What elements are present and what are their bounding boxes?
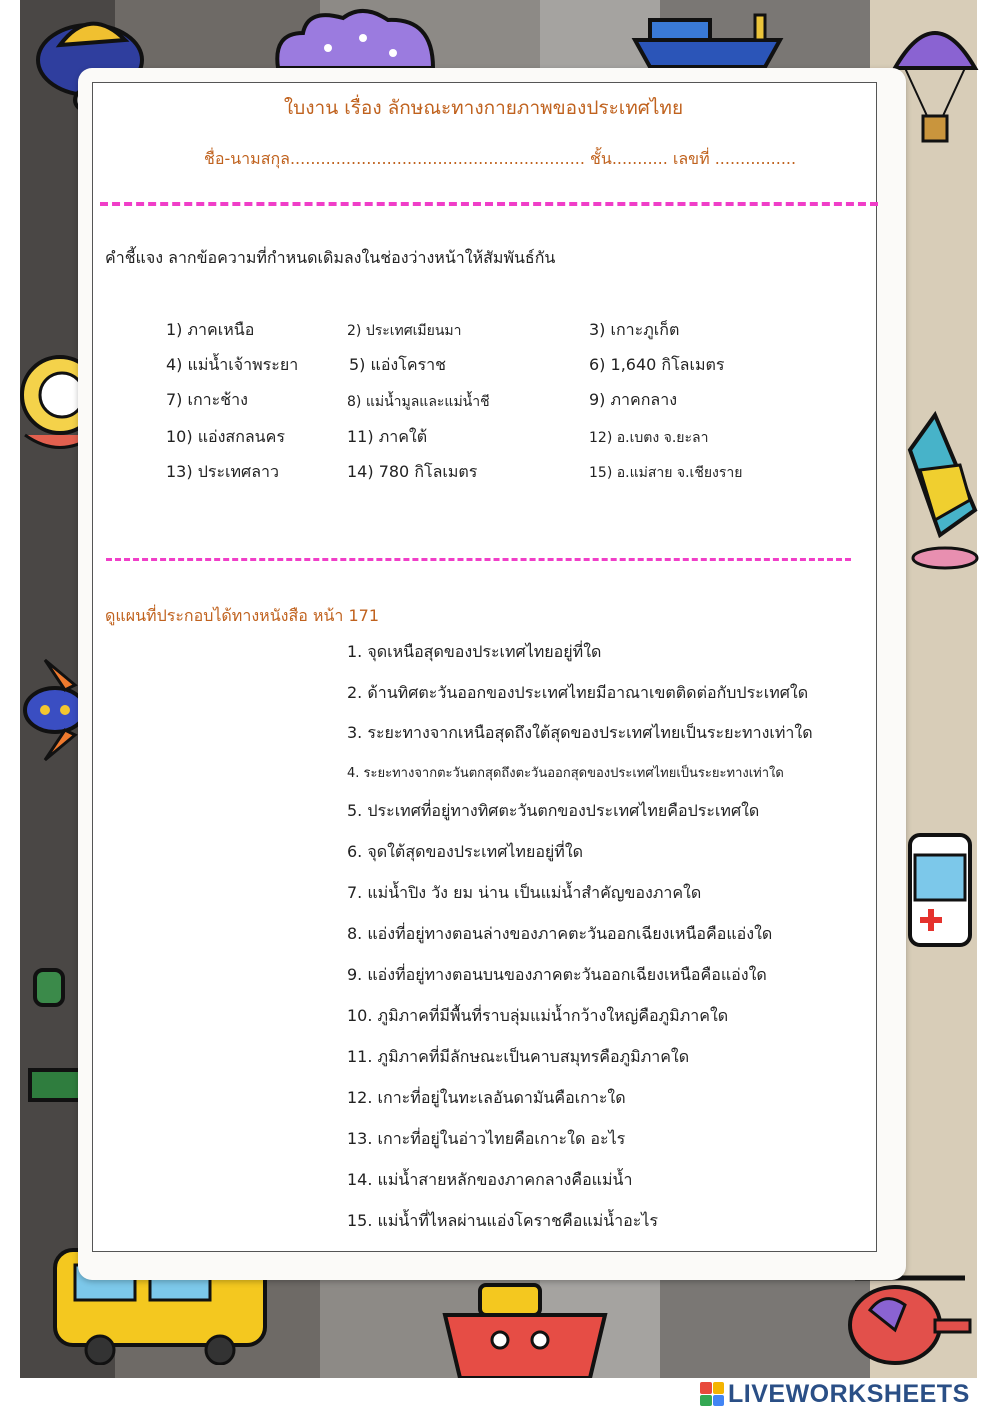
question-item: 11. ภูมิภาคที่มีลักษณะเป็นคาบสมุทรคือภูมิภาคใด (347, 1047, 690, 1066)
option-item[interactable]: 1) ภาคเหนือ (166, 320, 255, 339)
cloud-doodle-icon (268, 8, 448, 73)
option-item[interactable]: 6) 1,640 กิโลเมตร (589, 355, 725, 374)
option-item[interactable]: 12) อ.เบตง จ.ยะลา (589, 430, 709, 446)
question-item: 2. ด้านทิศตะวันออกของประเทศไทยมีอาณาเขตติดต่อกับประเทศใด (347, 683, 809, 702)
page-title: ใบงาน เรื่อง ลักษณะทางกายภาพของประเทศไทย (283, 97, 684, 119)
question-item: 10. ภูมิภาคที่มีพื้นที่ราบลุ่มแม่น้ำกว้างใหญ่คือภูมิภาคใด (347, 1006, 729, 1025)
option-item[interactable]: 15) อ.แม่สาย จ.เชียงราย (589, 465, 743, 481)
option-item[interactable]: 11) ภาคใต้ (347, 427, 428, 446)
question-item: 8. แอ่งที่อยู่ทางตอนล่างของภาคตะวันออกเฉียงเหนือคือแอ่งใด (347, 924, 773, 943)
student-info-line: ชื่อ-นามสกุล.......................................................... ชั้น........... เลขที่ ................ (204, 149, 797, 168)
divider-top (100, 202, 878, 206)
question-item: 4. ระยะทางจากตะวันตกสุดถึงตะวันออกสุดของประเทศไทยเป็นระยะทางเท่าใด (347, 766, 784, 781)
question-item: 7. แม่น้ำปิง วัง ยม น่าน เป็นแม่น้ำสำคัญของภาคใด (347, 883, 702, 902)
question-item: 6. จุดใต้สุดของประเทศไทยอยู่ที่ใด (347, 842, 584, 861)
divider-middle (106, 558, 851, 561)
balloon-doodle-icon (905, 410, 980, 570)
option-item[interactable]: 2) ประเทศเมียนมา (347, 323, 462, 339)
brand-name: LIVEWORKSHEETS (728, 1379, 970, 1408)
question-item: 13. เกาะที่อยู่ในอ่าวไทยคือเกาะใด อะไร (347, 1129, 626, 1148)
boat-doodle-icon (630, 5, 790, 70)
option-item[interactable]: 4) แม่น้ำเจ้าพระยา (166, 355, 299, 374)
option-item[interactable]: 3) เกาะภูเก็ต (589, 320, 680, 339)
option-item[interactable]: 7) เกาะช้าง (166, 390, 248, 409)
liveworksheets-brand[interactable] (700, 1378, 995, 1410)
option-item[interactable]: 10) แอ่งสกลนคร (166, 427, 285, 446)
option-item[interactable]: 14) 780 กิโลเมตร (347, 462, 478, 481)
question-item: 15. แม่น้ำที่ไหลผ่านแอ่งโคราชคือแม่น้ำอะไร (347, 1211, 658, 1230)
ambulance-doodle-icon (905, 825, 977, 955)
question-item: 9. แอ่งที่อยู่ทางตอนบนของภาคตะวันออกเฉียงเหนือคือแอ่งใด (347, 965, 767, 984)
map-reference-note: ดูแผนที่ประกอบได้ทางหนังสือ หน้า 171 (105, 606, 379, 625)
option-item[interactable]: 9) ภาคกลาง (589, 390, 678, 409)
option-item[interactable]: 8) แม่น้ำมูลและแม่น้ำชี (347, 394, 490, 410)
question-item: 3. ระยะทางจากเหนือสุดถึงใต้สุดของประเทศไทยเป็นระยะทางเท่าใด (347, 723, 813, 742)
option-item[interactable]: 5) แอ่งโคราช (349, 355, 446, 374)
question-item: 5. ประเทศที่อยู่ทางทิศตะวันตกของประเทศไทยคือประเทศใด (347, 801, 760, 820)
question-item: 1. จุดเหนือสุดของประเทศไทยอยู่ที่ใด (347, 642, 602, 661)
option-item[interactable]: 13) ประเทศลาว (166, 462, 279, 481)
ship-doodle-icon (440, 1275, 610, 1378)
liveworksheets-logo-icon (700, 1382, 724, 1406)
question-item: 12. เกาะที่อยู่ในทะเลอันดามันคือเกาะใด (347, 1088, 626, 1107)
helicopter-red-doodle-icon (840, 1270, 975, 1375)
instruction-text: คำชี้แจง ลากข้อความที่กำหนดเดิมลงในช่องว่างหน้าให้สัมพันธ์กัน (105, 248, 556, 267)
question-item: 14. แม่น้ำสายหลักของภาคกลางคือแม่น้ำ (347, 1170, 633, 1189)
